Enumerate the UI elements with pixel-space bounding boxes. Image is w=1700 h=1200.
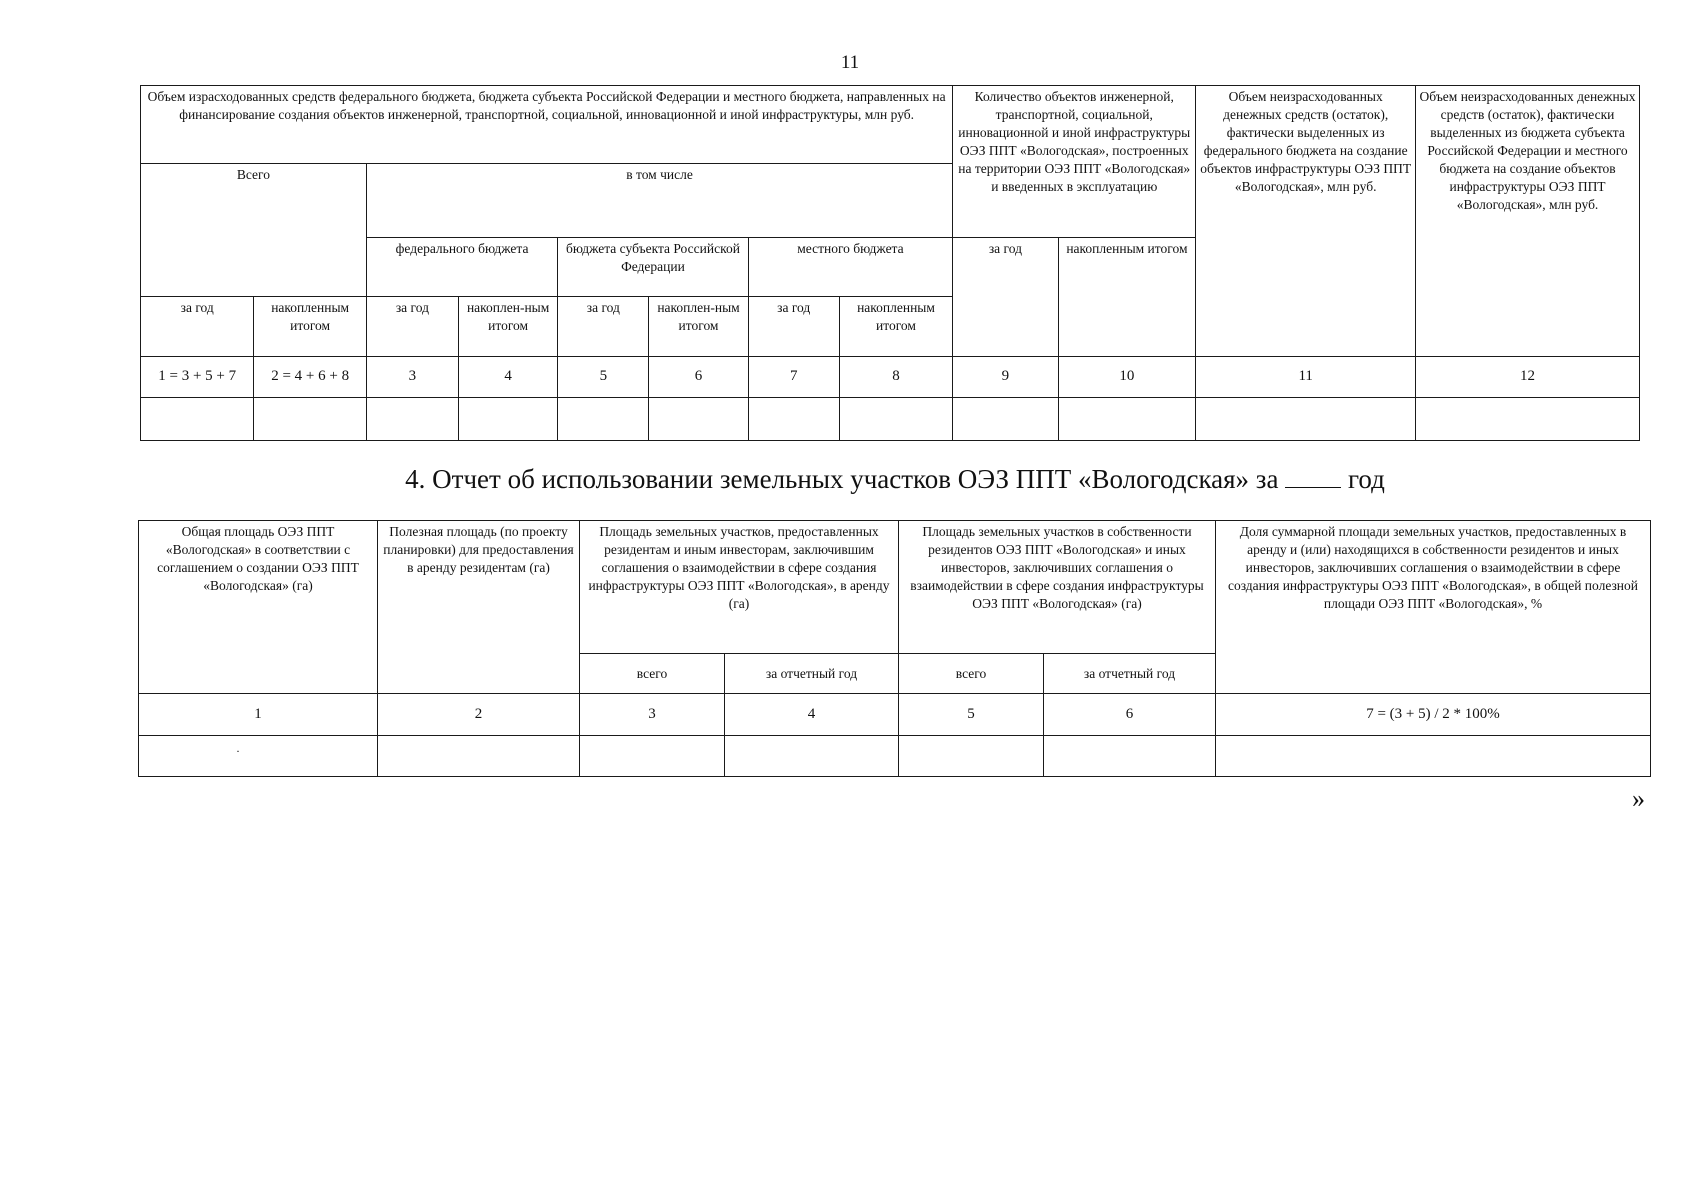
column-number: 6 [649, 357, 748, 398]
year-blank-line [1285, 463, 1341, 488]
data-cell [899, 736, 1044, 777]
column-number: 1 = 3 + 5 + 7 [141, 357, 254, 398]
header-owned-all: всего [899, 654, 1044, 694]
table-row [141, 398, 1640, 441]
column-number: 6 [1044, 694, 1216, 736]
header-including: в том числе [366, 164, 952, 238]
data-cell [649, 398, 748, 441]
table-row [139, 736, 1651, 777]
column-number: 10 [1058, 357, 1196, 398]
header-total-cumulative: накопленным итогом [254, 297, 366, 357]
section-title-text: 4. Отчет об использовании земельных участков ОЭЗ ППТ «Вологодская» за [405, 464, 1279, 494]
column-number: 2 [378, 694, 580, 736]
data-cell [254, 398, 366, 441]
column-number: 8 [839, 357, 952, 398]
data-cell [1044, 736, 1216, 777]
column-number: 7 = (3 + 5) / 2 * 100% [1216, 694, 1651, 736]
data-cell [139, 736, 378, 777]
header-objects-count: Количество объектов инженерной, транспортной, социальной, инновационной и иной инфраструктуры ОЭЗ ППТ «Вологодская», построенных на территории ОЭЗ ППТ «Вологодская» и введенных в эксплуатацию [953, 86, 1196, 238]
header-federal-budget: федерального бюджета [366, 238, 557, 297]
header-leased-all: всего [580, 654, 725, 694]
header-spent-volume: Объем израсходованных средств федерального бюджета, бюджета субъекта Российской Федерации и местного бюджета, направленных на финансирование создания объектов инженерной, транспортной, социальной, инновационной и иной инфраструктуры, млн руб. [141, 86, 953, 164]
land-usage-table [138, 520, 1651, 777]
infrastructure-funding-table [140, 85, 1640, 441]
header-federal-cumulative: накоплен-ным итогом [459, 297, 558, 357]
data-cell [459, 398, 558, 441]
header-owned-report-year: за отчетный год [1044, 654, 1216, 694]
column-number: 5 [899, 694, 1044, 736]
column-number: 3 [580, 694, 725, 736]
data-cell [748, 398, 839, 441]
data-cell [378, 736, 580, 777]
header-total: Всего [141, 164, 367, 297]
header-local-budget: местного бюджета [748, 238, 953, 297]
section-title [0, 463, 1700, 495]
data-cell [1196, 398, 1416, 441]
header-share: Доля суммарной площади земельных участков, предоставленных в аренду и (или) находящихся в собственности резидентов и иных инвесторов, заключивших соглашения о взаимодействии в сфере создания инфраструктуры ОЭЗ ППТ «Вологодская», в общей полезной площади ОЭЗ ППТ «Вологодская», % [1216, 521, 1651, 694]
header-total-area: Общая площадь ОЭЗ ППТ «Вологодская» в соответствии с соглашением о создании ОЭЗ ППТ «Вологодская» (га) [139, 521, 378, 694]
closing-quote: » [1632, 784, 1645, 813]
data-cell [839, 398, 952, 441]
column-number: 4 [459, 357, 558, 398]
header-objects-per-year: за год [953, 238, 1058, 357]
header-leased-report-year: за отчетный год [725, 654, 899, 694]
header-regional-budget: бюджета субъекта Российской Федерации [558, 238, 748, 297]
column-number: 4 [725, 694, 899, 736]
data-cell [366, 398, 458, 441]
column-number: 7 [748, 357, 839, 398]
header-leased-area: Площадь земельных участков, предоставленных резидентам и иным инвесторам, заключившим соглашения о взаимодействии в сфере создания инфраструктуры ОЭЗ ППТ «Вологодская», в аренду (га) [580, 521, 899, 654]
header-objects-cumulative: накопленным итогом [1058, 238, 1196, 357]
data-cell [953, 398, 1058, 441]
header-useful-area: Полезная площадь (по проекту планировки) для предоставления в аренду резидентам (га) [378, 521, 580, 694]
column-number: 9 [953, 357, 1058, 398]
column-number: 5 [558, 357, 649, 398]
column-number: 1 [139, 694, 378, 736]
page-number: 11 [840, 52, 860, 73]
column-number: 12 [1416, 357, 1640, 398]
header-unspent-regional: Объем неизрасходованных денежных средств (остаток), фактически выделенных из бюджета субъекта Российской Федерации и местного бюджета на создание объектов инфраструктуры ОЭЗ ППТ «Вологодская», млн руб. [1416, 86, 1640, 357]
data-cell [1416, 398, 1640, 441]
header-local-cumulative: накопленным итогом [839, 297, 952, 357]
section-title-year: год [1347, 464, 1385, 494]
header-owned-area: Площадь земельных участков в собственности резидентов ОЭЗ ППТ «Вологодская» и иных инвесторов, заключивших соглашения о взаимодействии в сфере создания инфраструктуры ОЭЗ ППТ «Вологодская» (га) [899, 521, 1216, 654]
column-number: 2 = 4 + 6 + 8 [254, 357, 366, 398]
column-number: 11 [1196, 357, 1416, 398]
header-unspent-federal: Объем неизрасходованных денежных средств (остаток), фактически выделенных из федерального бюджета на создание объектов инфраструктуры ОЭЗ ППТ «Вологодская», млн руб. [1196, 86, 1416, 357]
column-number: 3 [366, 357, 458, 398]
data-cell [1058, 398, 1196, 441]
data-cell [580, 736, 725, 777]
header-total-per-year: за год [141, 297, 254, 357]
header-regional-per-year: за год [558, 297, 649, 357]
data-cell [141, 398, 254, 441]
data-cell [558, 398, 649, 441]
header-local-per-year: за год [748, 297, 839, 357]
header-federal-per-year: за год [366, 297, 458, 357]
data-cell [725, 736, 899, 777]
stray-mark: · [236, 744, 240, 758]
data-cell [1216, 736, 1651, 777]
header-regional-cumulative: накоплен-ным итогом [649, 297, 748, 357]
